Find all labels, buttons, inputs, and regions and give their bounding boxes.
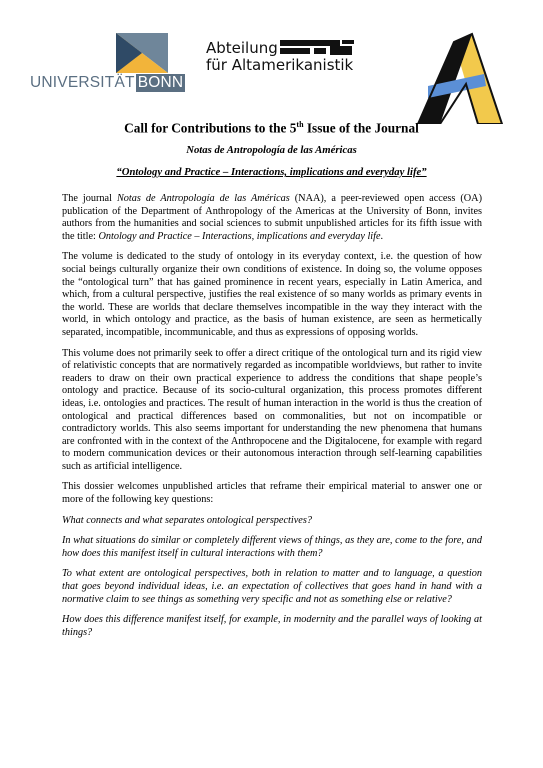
question-3: To what extent are ontological perspectives, both in relation to matter and to language, a question that goes beyond individual ideas, i.e. an expectation of collectives that goes hand in hand with a normative claim to see things as something very specific and not as something else or relative? [62,568,482,605]
title-superscript: th [296,120,304,129]
bonn-logo-shapes-icon [116,33,168,73]
altamerikanistik-logo [206,40,356,86]
p1-middle: (NAA), a peer-reviewed open access (OA) publication of the Department of Anthropology of the Americas at the University of Bonn, invites authors from the humanities and social sciences to submit unpublished articles for its fifth issue with the title: [62,193,482,242]
title-part-2: Issue of the Journal [303,120,419,136]
paragraph-volume: The volume is dedicated to the study of ontology in its everyday context, i.e. the question of how social beings culturally organize their own conditions of existence. In doing so, the volume opposes the “ontological turn” that has gained prominence in recent years, especially in Latin America, and which, from a cultural perspective, justifies the real existence of so many worlds as primary events in the world. These are worlds that declare themselves incompatible in the way they interact with the world, in which ontology and practice, as the basis of human existence, are seen as hermetically separated, incompatible, incommunicable, and thus as expressions of opposing worlds. [62,251,482,338]
question-4: How does this difference manifest itself, for example, in modernity and the parallel ways of looking at things? [62,614,482,638]
page-title [0,120,543,136]
paragraph-intro [62,193,482,243]
bonn-wordmark-bonn: BONN [137,74,184,91]
university-bonn-logo [30,33,184,91]
altamerikanistik-line2: für Altamerikanistik [206,56,354,74]
p1-end: . [380,230,384,242]
journal-a-logo-icon [414,28,510,124]
issue-theme [0,166,543,178]
altamerikanistik-glyph-icon [278,38,356,58]
body-text [62,193,482,647]
title-part-1: Call for Contributions to the 5 [124,120,297,136]
p1-before: The journal [62,193,117,204]
paragraph-dossier: This dossier welcomes unpublished articles that reframe their empirical material to answer one or more of the following key questions: [62,481,482,506]
bonn-wordmark [30,74,185,92]
bonn-wordmark-university: UNIVERSITÄT [30,74,135,91]
paragraph-scope: This volume does not primarily seek to offer a direct critique of the ontological turn and its rigid view of relativistic concepts that are normatively regarded as incompatible worldviews, but rather to invite readers to draw on their own practical experience to address the conditions that shape people’s ontology and practice. Because of its socio-cultural organization, this process promotes different ideas, i.e. ontologies and practices. The result of human interaction in the world is thus the creation of ontological and practical differences based on commonalities, but not on incompatible or contradictory worlds. This also seems important for understanding the new phenomena that humans are confronted with in the context of the Anthropocene and the Digitalocene, for example with regard to modern communication devices or their autonomous interaction through self-learning capabilities such as artificial intelligence. [62,347,482,472]
altamerikanistik-line1: Abteilung [206,39,278,57]
p1-issue-title: Ontology and Practice – Interactions, implications and everyday life [98,230,381,242]
question-1: What connects and what separates ontological perspectives? [62,514,312,526]
journal-name: Notas de Antropología de las Américas [186,144,357,156]
p1-journal-name: Notas de Antropología de las Américas [116,193,290,204]
question-2: In what situations do similar or completely different views of things, as they are, come to the fore, and how does this manifest itself in cultural interactions with them? [62,535,482,559]
issue-theme-text: “Ontology and Practice – Interactions, implications and everyday life” [116,166,427,178]
